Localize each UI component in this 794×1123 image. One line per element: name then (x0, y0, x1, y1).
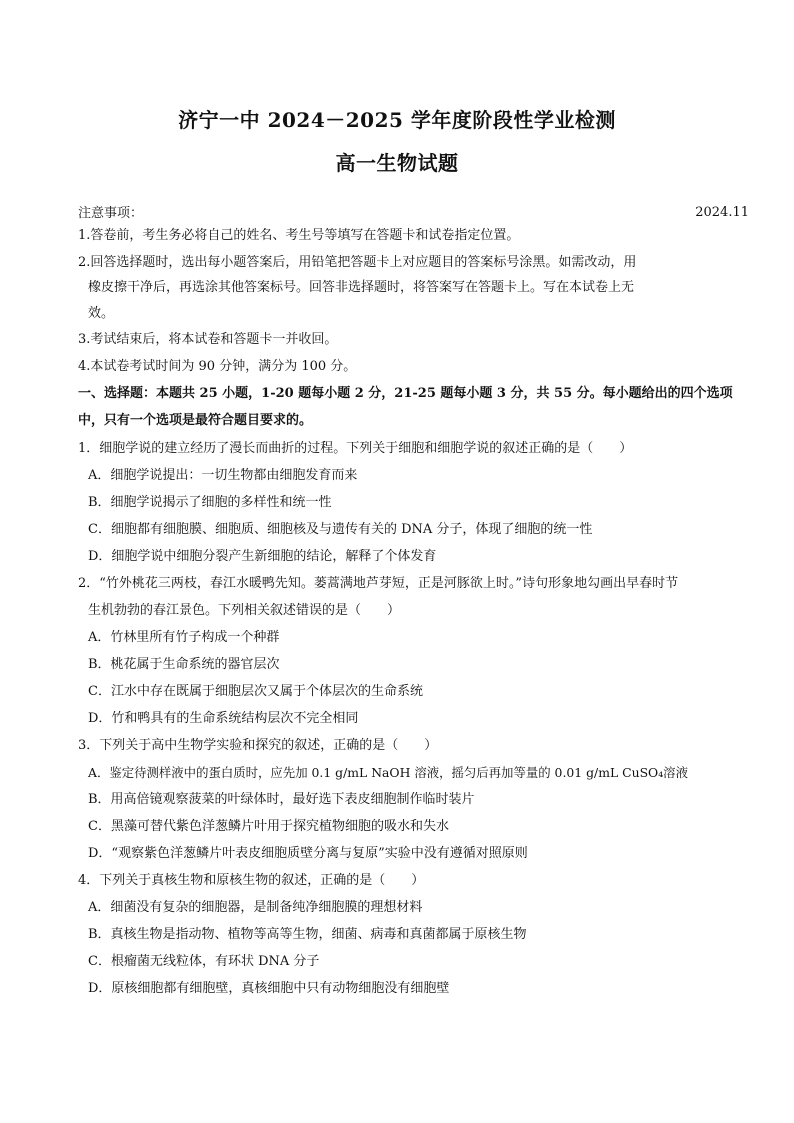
question-stem-continued: 生机勃勃的春江景色。下列相关叙述错误的是（ ） (88, 603, 401, 618)
exam-subtitle: 高一生物试题 (335, 151, 459, 175)
question-stem: 2．“竹外桃花三两枝，春江水暖鸭先知。蒌蒿满地芦芽短，正是河豚欲上时。”诗句形象地勾画出早春时节 (78, 576, 679, 591)
exam-date: 2024.11 (695, 205, 749, 220)
question-stem: 3．下列关于高中生物学实验和探究的叙述，正确的是（ ） (78, 738, 438, 753)
option-d: D．原核细胞都有细胞壁，真核细胞中只有动物细胞没有细胞壁 (88, 981, 450, 996)
option-b: B．桃花属于生命系统的器官层次 (88, 657, 280, 672)
notice-item: 3.考试结束后，将本试卷和答题卡一并收回。 (78, 332, 338, 347)
option-a: A．鉴定待测样液中的蛋白质时，应先加 0.1 g/mL NaOH 溶液，摇匀后再加等量的 0.01 g/mL CuSO₄溶液 (88, 765, 688, 780)
question-stem: 4．下列关于真核生物和原核生物的叙述，正确的是（ ） (78, 873, 425, 888)
notice-item: 2.回答选择题时，选出每小题答案后，用铅笔把答题卡上对应题目的答案标号涂黑。如需改动，用 (78, 255, 637, 270)
option-c: C．根瘤菌无线粒体，有环状 DNA 分子 (88, 954, 320, 969)
section-heading: 一、选择题：本题共 25 小题，1-20 题每小题 2 分，21-25 题每小题 3 分，共 55 分。每小题给出的四个选项 (78, 386, 733, 401)
option-b: B．细胞学说揭示了细胞的多样性和统一性 (88, 495, 332, 510)
option-a: A．竹林里所有竹子构成一个种群 (88, 630, 280, 645)
notice-item: 4.本试卷考试时间为 90 分钟，满分为 100 分。 (78, 359, 357, 374)
option-d: D．“观察紫色洋葱鳞片叶表皮细胞质壁分离与复原”实验中没有遵循对照原则 (88, 846, 528, 861)
section-heading-continued: 中，只有一个选项是最符合题目要求的。 (78, 413, 313, 428)
option-c: C．江水中存在既属于细胞层次又属于个体层次的生命系统 (88, 684, 423, 699)
option-c: C．黑藻可替代紫色洋葱鳞片叶用于探究植物细胞的吸水和失水 (88, 819, 449, 834)
question-stem: 1．细胞学说的建立经历了漫长而曲折的过程。下列关于细胞和细胞学说的叙述正确的是（ ） (78, 441, 633, 456)
option-a: A．细胞学说提出：一切生物都由细胞发育而来 (88, 468, 358, 483)
notice-item: 1.答卷前，考生务必将自己的姓名、考生号等填写在答题卡和试卷指定位置。 (78, 228, 520, 243)
notice-label: 注意事项： (78, 206, 144, 221)
option-d: D．细胞学说中细胞分裂产生新细胞的结论，解释了个体发育 (88, 549, 437, 564)
option-b: B．真核生物是指动物、植物等高等生物，细菌、病毒和真菌都属于原核生物 (88, 927, 527, 942)
option-a: A．细菌没有复杂的细胞器，是制备纯净细胞膜的理想材料 (88, 900, 423, 915)
exam-title: 济宁一中 2024－2025 学年度阶段性学业检测 (178, 108, 616, 132)
notice-item-continued: 效。 (88, 306, 115, 321)
option-b: B．用高倍镜观察菠菜的叶绿体时，最好选下表皮细胞制作临时装片 (88, 792, 475, 807)
option-d: D．竹和鸭具有的生命系统结构层次不完全相同 (88, 711, 359, 726)
option-c: C．细胞都有细胞膜、细胞质、细胞核及与遗传有关的 DNA 分子，体现了细胞的统一性 (88, 522, 593, 537)
notice-item-continued: 橡皮擦干净后，再选涂其他答案标号。回答非选择题时，将答案写在答题卡上。写在本试卷上无 (88, 280, 635, 295)
